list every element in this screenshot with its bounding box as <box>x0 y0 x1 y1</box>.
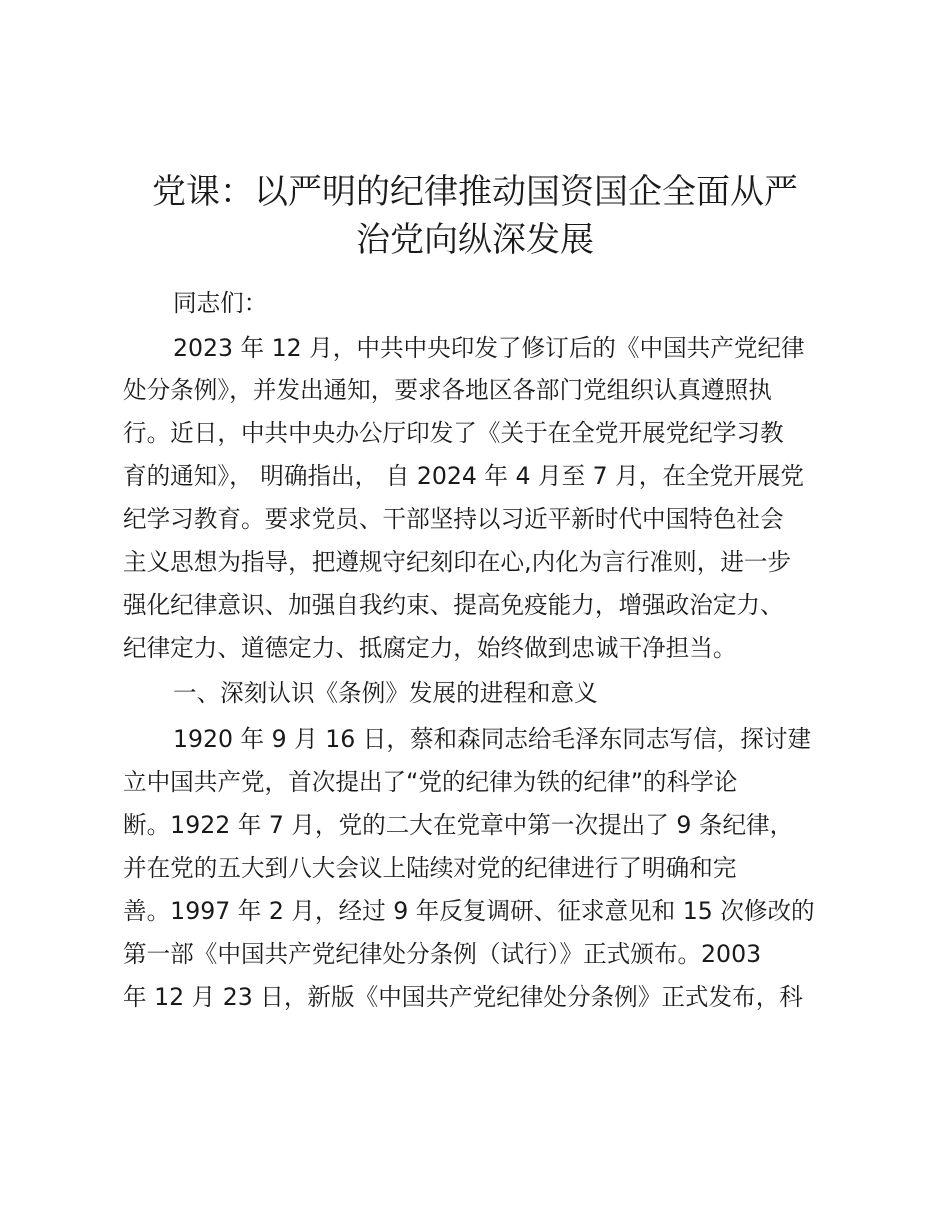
paragraph-2-line: 第一部《中国共产党纪律处分条例（试行）》正式颁布。2003 <box>123 940 762 968</box>
paragraph-2-line: 善。1997 年 2 月，经过 9 年反复调研、征求意见和 15 次修改的 <box>123 897 815 925</box>
section-heading: 一、深刻认识《条例》发展的进程和意义 <box>173 679 598 707</box>
paragraph-1-line: 主义思想为指导，把遵规守纪刻印在心,内化为言行准则，进一步 <box>123 548 792 576</box>
paragraph-2-line: 1920 年 9 月 16 日，蔡和森同志给毛泽东同志写信，探讨建 <box>173 725 812 753</box>
title-line-1: 党课：以严明的纪律推动国资国企全面从严 <box>152 172 798 212</box>
paragraph-2-line: 并在党的五大到八大会议上陆续对党的纪律进行了明确和完 <box>123 854 737 882</box>
document-title <box>120 168 830 264</box>
paragraph-1-line: 强化纪律意识、加强自我约束、提高免疫能力，增强政治定力、 <box>123 591 784 619</box>
salutation: 同志们： <box>173 289 268 317</box>
paragraph-1-line: 纪学习教育。要求党员、干部坚持以习近平新时代中国特色社会 <box>123 505 784 533</box>
paragraph-2-line: 年 12 月 23 日，新版《中国共产党纪律处分条例》正式发布，科 <box>123 983 803 1011</box>
paragraph-1-line: 行。近日，中共中央办公厅印发了《关于在全党开展党纪学习教 <box>123 419 784 447</box>
paragraph-2-line: 立中国共产党，首次提出了“党的纪律为铁的纪律”的科学论 <box>123 768 738 796</box>
paragraph-1-line: 纪律定力、道德定力、抵腐定力，始终做到忠诚干净担当。 <box>123 634 737 662</box>
paragraph-1-line: 2023 年 12 月，中共中央印发了修订后的《中国共产党纪律 <box>173 334 805 362</box>
paragraph-1-line: 育的通知》， 明确指出， 自 2024 年 4 月至 7 月，在全党开展党 <box>123 462 804 490</box>
paragraph-1-line: 处分条例》，并发出通知，要求各地区各部门党组织认真遵照执 <box>123 376 772 404</box>
title-line-2: 治党向纵深发展 <box>356 220 594 260</box>
paragraph-2-line: 断。1922 年 7 月，党的二大在党章中第一次提出了 9 条纪律， <box>123 811 794 839</box>
